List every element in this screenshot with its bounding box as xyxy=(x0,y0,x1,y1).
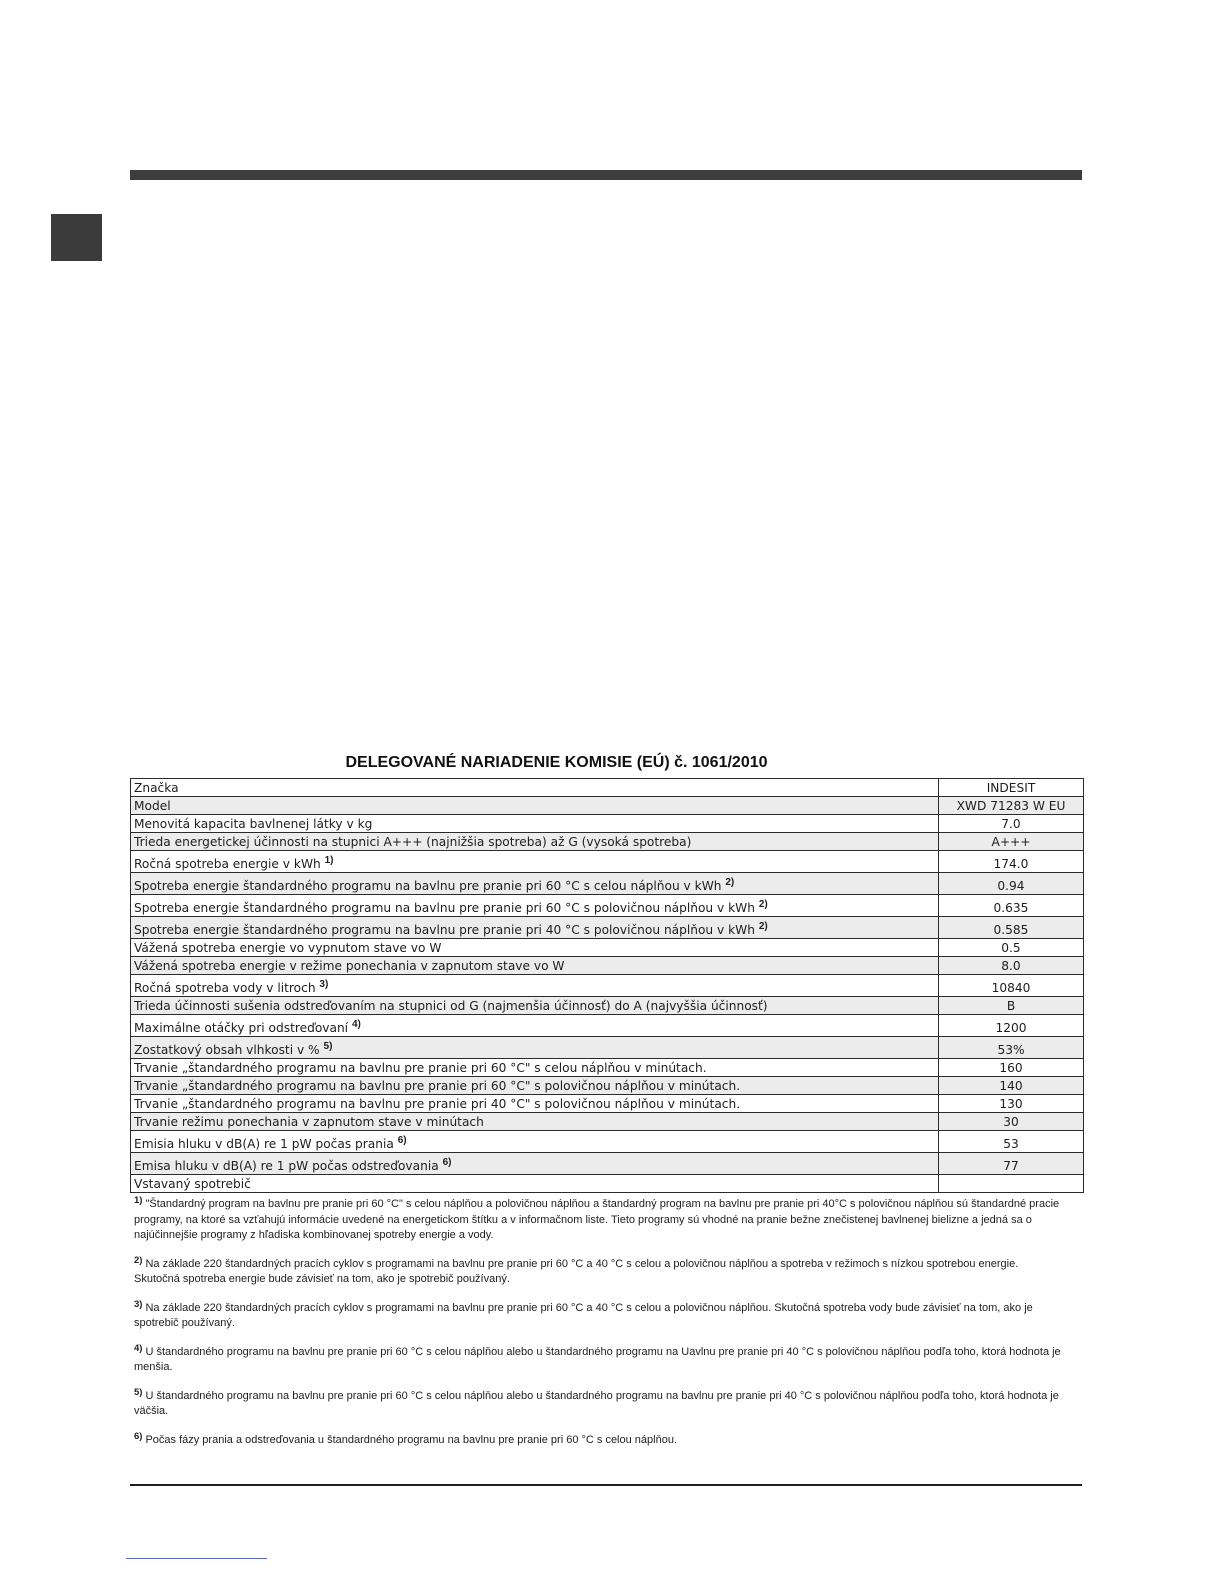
footnote-text: U štandardného programu na bavlnu pre pranie pri 60 °C s celou náplňou alebo u štandardného programu na Uavlnu pre pranie pri 40 °C s polovičnou náplňou podľa toho, ktorá hodnota je menšia. xyxy=(134,1345,1061,1373)
row-label: Emisa hluku v dB(A) re 1 pW počas odstreďovania $^{6)}$ xyxy=(131,1153,939,1175)
table-row xyxy=(131,833,1084,851)
row-value: 0.5 xyxy=(939,939,1084,957)
footnotes xyxy=(134,1197,1064,1461)
row-value: 140 xyxy=(939,1077,1084,1095)
footer-link-underline xyxy=(126,1558,267,1559)
footnote-number: 1) xyxy=(134,1195,143,1206)
footnote-number: 5) xyxy=(134,1386,143,1398)
footnote-ref: 4) xyxy=(351,1019,361,1030)
row-label: Vstavaný spotrebič xyxy=(131,1175,939,1193)
footnote-text: Na základe 220 štandardných pracích cyklov s programami na bavlnu pre pranie pri 60 °C a 40 °C s celou a polovičnou náplňou a spotreba v režimoch s nízkou spotrebou energie. Skutočná spotreba energie bude závisieť na tom, ako je spotrebič používaný. xyxy=(134,1257,1019,1285)
row-label: Trvanie „štandardného programu na bavlnu pre pranie pri 60 °C" s celou náplňou v minútach. xyxy=(131,1059,939,1077)
footnote-text: "Štandardný program na bavlnu pre pranie pri 60 °C" s celou náplňou a polovičnou náplňou a štandardný program na bavlnu pre pranie pri 40°C s polovičnou náplňou sú štandardné pracie programy, na ktoré sa vzťahujú informácie uvedené na energetickom štítku a v informačnom liste. Tieto programy sú vhodné na pranie bežne znečistenej bavlnenej bielizne a jedná sa o najúčinnejšie programy z hľadiska kombinovanej spotreby energie a vody. xyxy=(134,1198,1060,1241)
row-label: Vážená spotreba energie vo vypnutom stave vo W xyxy=(131,939,939,957)
row-value: 0.635 xyxy=(939,895,1084,917)
table-row xyxy=(131,797,1084,815)
footnote-number: 4) xyxy=(134,1342,143,1354)
row-label: Emisia hluku v dB(A) re 1 pW počas prania $^{6)}$ xyxy=(131,1131,939,1153)
row-value: 160 xyxy=(939,1059,1084,1077)
row-value: 174.0 xyxy=(939,851,1084,873)
footnote-text: Na základe 220 štandardných pracích cyklov s programami na bavlnu pre pranie pri 60 °C a 40 °C s celou a polovičnou náplňou. Skutočná spotreba vody bude závisieť na tom, ako je spotrebič používaný. xyxy=(134,1301,1033,1329)
row-value: XWD 71283 W EU xyxy=(939,797,1084,815)
row-value: 77 xyxy=(939,1153,1084,1175)
footnote-ref: 5) xyxy=(323,1041,333,1052)
footnote-ref: 6) xyxy=(397,1135,407,1146)
table-row xyxy=(131,1059,1084,1077)
row-value: 53 xyxy=(939,1131,1084,1153)
footnote xyxy=(134,1386,1064,1420)
row-value: 10840 xyxy=(939,975,1084,997)
row-value: 53% xyxy=(939,1037,1084,1059)
table-row xyxy=(131,1153,1084,1175)
row-value: INDESIT xyxy=(939,779,1084,797)
row-label: Spotreba energie štandardného programu na bavlnu pre pranie pri 60 °C s polovičnou náplňou v kWh $^{2)}$ xyxy=(131,895,939,917)
footnote-ref: 1) xyxy=(324,855,334,866)
section-tab-marker xyxy=(51,214,102,261)
top-rule xyxy=(130,170,1082,180)
row-value xyxy=(939,1175,1084,1193)
row-value: 0.585 xyxy=(939,917,1084,939)
row-value: 8.0 xyxy=(939,957,1084,975)
row-value: 30 xyxy=(939,1113,1084,1131)
footnote-ref: 3) xyxy=(319,979,329,990)
table-row xyxy=(131,1113,1084,1131)
bottom-rule xyxy=(130,1484,1082,1486)
row-label: Trieda energetickej účinnosti na stupnici A+++ (najnižšia spotreba) až G (vysoká spotreba) xyxy=(131,833,939,851)
row-value: 1200 xyxy=(939,1015,1084,1037)
table-row xyxy=(131,873,1084,895)
footnote xyxy=(134,1342,1064,1376)
row-label: Trieda účinnosti sušenia odstreďovaním na stupnici od G (najmenšia účinnosť) do A (najvyššia účinnosť) xyxy=(131,997,939,1015)
table-row xyxy=(131,997,1084,1015)
table-row xyxy=(131,779,1084,797)
footnote-ref: 2) xyxy=(725,877,735,888)
row-value: A+++ xyxy=(939,833,1084,851)
row-label: Zostatkový obsah vlhkosti v % $^{5)}$ xyxy=(131,1037,939,1059)
row-value: 130 xyxy=(939,1095,1084,1113)
footnote-number: 2) xyxy=(134,1254,143,1266)
table-row xyxy=(131,975,1084,997)
regulation-title: DELEGOVANÉ NARIADENIE KOMISIE (EÚ) č. 1061/2010 xyxy=(345,754,768,771)
table-row xyxy=(131,957,1084,975)
row-label: Ročná spotreba energie v kWh $^{1)}$ xyxy=(131,851,939,873)
row-value: 0.94 xyxy=(939,873,1084,895)
table-row xyxy=(131,895,1084,917)
footnote xyxy=(134,1298,1064,1332)
table-row xyxy=(131,1077,1084,1095)
row-label: Maximálne otáčky pri odstreďovaní $^{4)}$ xyxy=(131,1015,939,1037)
row-label: Trvanie „štandardného programu na bavlnu pre pranie pri 40 °C" s polovičnou náplňou v minútach. xyxy=(131,1095,939,1113)
table-row xyxy=(131,1175,1084,1193)
row-label: Ročná spotreba vody v litroch $^{3)}$ xyxy=(131,975,939,997)
footnote-number: 6) xyxy=(134,1430,143,1442)
product-fiche-table xyxy=(130,778,1084,1193)
row-value: 7.0 xyxy=(939,815,1084,833)
row-label: Spotreba energie štandardného programu na bavlnu pre pranie pri 60 °C s celou náplňou v kWh $^{2)}$ xyxy=(131,873,939,895)
row-label: Spotreba energie štandardného programu na bavlnu pre pranie pri 40 °C s polovičnou náplňou v kWh $^{2)}$ xyxy=(131,917,939,939)
footnote-ref: 6) xyxy=(442,1157,452,1168)
footnote-ref: 2) xyxy=(758,899,768,910)
footnote-text: Počas fázy prania a odstreďovania u štandardného programu na bavlnu pre pranie pri 60 °C s celou náplňou. xyxy=(145,1433,678,1446)
row-label: Značka xyxy=(131,779,939,797)
table-row xyxy=(131,1095,1084,1113)
row-label: Model xyxy=(131,797,939,815)
row-label: Trvanie „štandardného programu na bavlnu pre pranie pri 60 °C" s polovičnou náplňou v minútach. xyxy=(131,1077,939,1095)
footnote-number: 3) xyxy=(134,1298,143,1310)
table-row xyxy=(131,1131,1084,1153)
row-value: B xyxy=(939,997,1084,1015)
table-row xyxy=(131,851,1084,873)
footnote-ref: 2) xyxy=(758,921,768,932)
table-row xyxy=(131,939,1084,957)
table-row xyxy=(131,1015,1084,1037)
footnote xyxy=(134,1254,1064,1288)
row-label: Trvanie režimu ponechania v zapnutom stave v minútach xyxy=(131,1113,939,1131)
footnote-text: U štandardného programu na bavlnu pre pranie pri 60 °C s celou náplňou alebo u štandardného programu na bavlnu pre pranie pri 40 °C s polovičnou náplňou podľa toho, ktorá hodnota je väčšia. xyxy=(134,1389,1059,1417)
footnote xyxy=(134,1197,1064,1244)
table-row xyxy=(131,815,1084,833)
footnote xyxy=(134,1430,1064,1449)
table-row xyxy=(131,917,1084,939)
row-label: Menovitá kapacita bavlnenej látky v kg xyxy=(131,815,939,833)
row-label: Vážená spotreba energie v režime ponechania v zapnutom stave vo W xyxy=(131,957,939,975)
table-row xyxy=(131,1037,1084,1059)
